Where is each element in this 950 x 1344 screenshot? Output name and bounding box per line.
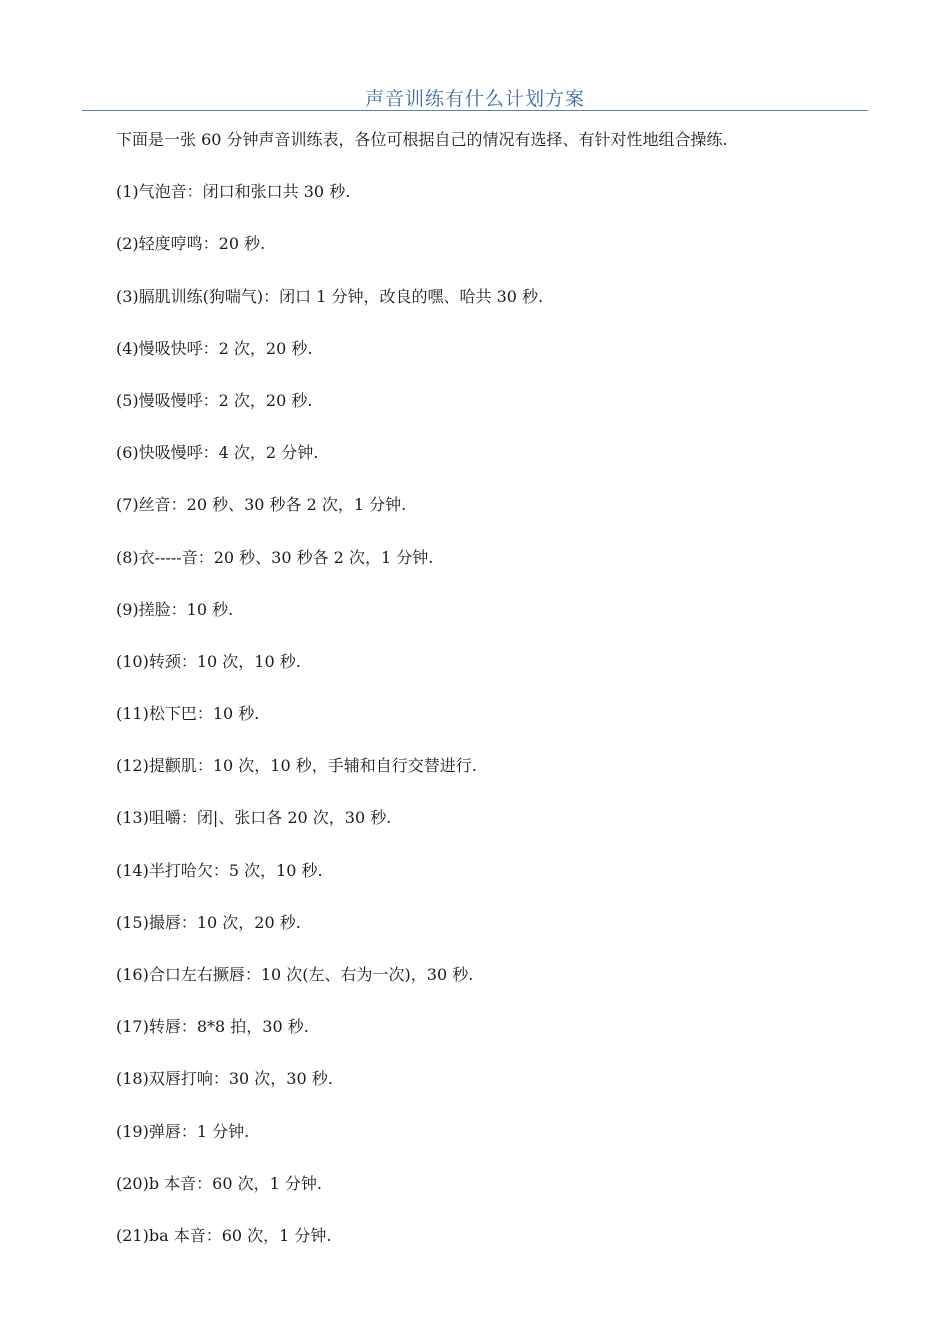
list-item: (7)丝音：20 秒、30 秒各 2 次，1 分钟. — [116, 495, 407, 515]
list-item: (17)转唇：8*8 拍，30 秒. — [116, 1017, 309, 1037]
page-header — [82, 80, 868, 111]
intro-paragraph: 下面是一张 60 分钟声音训练表，各位可根据自己的情况有选择、有针对性地组合操练. — [116, 130, 728, 149]
list-item: (2)轻度哼鸣：20 秒. — [116, 234, 266, 254]
list-item: (18)双唇打响：30 次，30 秒. — [116, 1069, 333, 1089]
list-item: (3)膈肌训练(狗喘气)：闭口 1 分钟，改良的嘿、哈共 30 秒. — [116, 286, 544, 306]
document-body — [116, 127, 876, 1275]
list-item: (21)ba 本音：60 次，1 分钟. — [116, 1225, 332, 1245]
list-item: (5)慢吸慢呼：2 次，20 秒. — [116, 390, 313, 410]
list-item: (9)搓脸：10 秒. — [116, 599, 234, 619]
page-title: 声音训练有什么计划方案 — [364, 88, 585, 110]
list-item: (12)提颧肌：10 次，10 秒，手辅和自行交替进行. — [116, 756, 477, 776]
list-item: (13)咀嚼：闭|、张口各 20 次，30 秒. — [116, 808, 392, 828]
list-item: (10)转颈：10 次，10 秒. — [116, 651, 301, 671]
list-item: (20)b 本音：60 次，1 分钟. — [116, 1173, 322, 1193]
list-item: (19)弹唇：1 分钟. — [116, 1121, 250, 1141]
list-item: (1)气泡音：闭口和张口共 30 秒. — [116, 182, 351, 202]
list-item: (16)合口左右撅唇：10 次(左、右为一次)，30 秒. — [116, 965, 474, 984]
list-item: (15)撮唇：10 次，20 秒. — [116, 912, 301, 932]
list-item: (4)慢吸快呼：2 次，20 秒. — [116, 338, 313, 358]
list-item: (6)快吸慢呼：4 次，2 分钟. — [116, 443, 319, 463]
list-item: (14)半打哈欠：5 次，10 秒. — [116, 860, 323, 880]
list-item: (8)衣-----音：20 秒、30 秒各 2 次，1 分钟. — [116, 547, 434, 567]
list-item: (11)松下巴：10 秒. — [116, 704, 260, 724]
